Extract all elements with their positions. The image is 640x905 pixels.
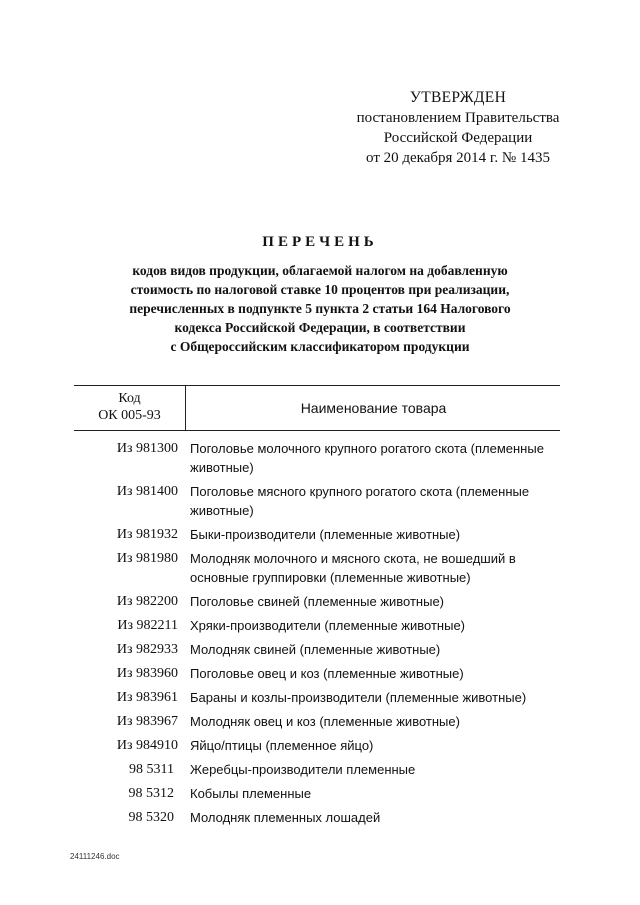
row-product-name: Молодняк овец и коз (племенные животные) — [190, 714, 460, 729]
row-code: 98 5320 — [128, 810, 174, 825]
header-name-column: Наименование товара — [300, 400, 447, 416]
subtitle-line: перечисленных в подпункте 5 пункта 2 статьи 164 Налогового — [129, 301, 511, 316]
row-code: 98 5311 — [129, 762, 174, 777]
table-row — [74, 664, 564, 683]
subtitle-line: с Общероссийским классификатором продукции — [170, 339, 470, 354]
approval-line-1: постановлением Правительства — [356, 110, 560, 126]
table-row — [74, 482, 564, 520]
table-row — [74, 736, 564, 755]
row-product-name: Бараны и козлы-производители (племенные животные) — [190, 690, 527, 705]
row-product-name: Молодняк молочного и мясного скота, не вошедший в основные группировки (племенные животные) — [190, 551, 516, 585]
table-row — [74, 688, 564, 707]
row-code: Из 982211 — [117, 618, 178, 633]
document-title: ПЕРЕЧЕНЬ — [262, 234, 378, 250]
row-code: Из 983961 — [116, 690, 178, 705]
table-row — [74, 784, 564, 803]
approval-line-3: от 20 декабря 2014 г. № 1435 — [366, 150, 550, 166]
document-subtitle — [80, 261, 560, 356]
row-code: Из 982933 — [116, 642, 178, 657]
header-code-label: Код — [118, 391, 141, 406]
row-code: Из 982200 — [116, 594, 178, 609]
row-code: Из 984910 — [116, 738, 178, 753]
row-product-name: Хряки-производители (племенные животные) — [190, 618, 466, 633]
table-row — [74, 549, 564, 587]
row-code: 98 5312 — [128, 786, 174, 801]
table-row — [74, 439, 564, 477]
approval-stamp: УТВЕРЖДЕН — [409, 89, 507, 106]
table-row — [74, 525, 564, 544]
row-code: Из 981932 — [116, 527, 178, 542]
row-code: Из 981300 — [116, 441, 178, 456]
row-product-name: Жеребцы-производители племенные — [190, 762, 416, 777]
row-product-name: Поголовье мясного крупного рогатого скота (племенные животные) — [190, 484, 530, 518]
table-row — [74, 592, 564, 611]
subtitle-line: кодекса Российской Федерации, в соответствии — [174, 320, 466, 335]
header-code-column — [74, 386, 186, 430]
row-code: Из 983960 — [116, 666, 178, 681]
row-code: Из 983967 — [116, 714, 178, 729]
row-product-name: Поголовье молочного крупного рогатого скота (племенные животные) — [190, 441, 544, 475]
approval-line-2: Российской Федерации — [383, 130, 533, 146]
table-row — [74, 616, 564, 635]
table-row — [74, 760, 564, 779]
subtitle-line: стоимость по налоговой ставке 10 процентов при реализации, — [130, 282, 510, 297]
product-code-list — [74, 439, 564, 832]
row-product-name: Молодняк свиней (племенные животные) — [190, 642, 441, 657]
row-code: Из 981400 — [116, 484, 178, 499]
row-code: Из 981980 — [116, 551, 178, 566]
row-product-name: Быки-производители (племенные животные) — [190, 527, 461, 542]
footer-filename: 24111246.doc — [70, 852, 120, 861]
table-row — [74, 640, 564, 659]
row-product-name: Поголовье свиней (племенные животные) — [190, 594, 445, 609]
row-product-name: Поголовье овец и коз (племенные животные) — [190, 666, 464, 681]
row-product-name: Кобылы племенные — [190, 786, 312, 801]
table-row — [74, 808, 564, 827]
subtitle-line: кодов видов продукции, облагаемой налогом на добавленную — [132, 263, 508, 278]
row-product-name: Яйцо/птицы (племенное яйцо) — [190, 738, 374, 753]
table-header — [74, 385, 560, 431]
approval-block — [338, 88, 578, 168]
header-code-classifier: ОК 005-93 — [98, 408, 161, 423]
row-product-name: Молодняк племенных лошадей — [190, 810, 381, 825]
table-row — [74, 712, 564, 731]
